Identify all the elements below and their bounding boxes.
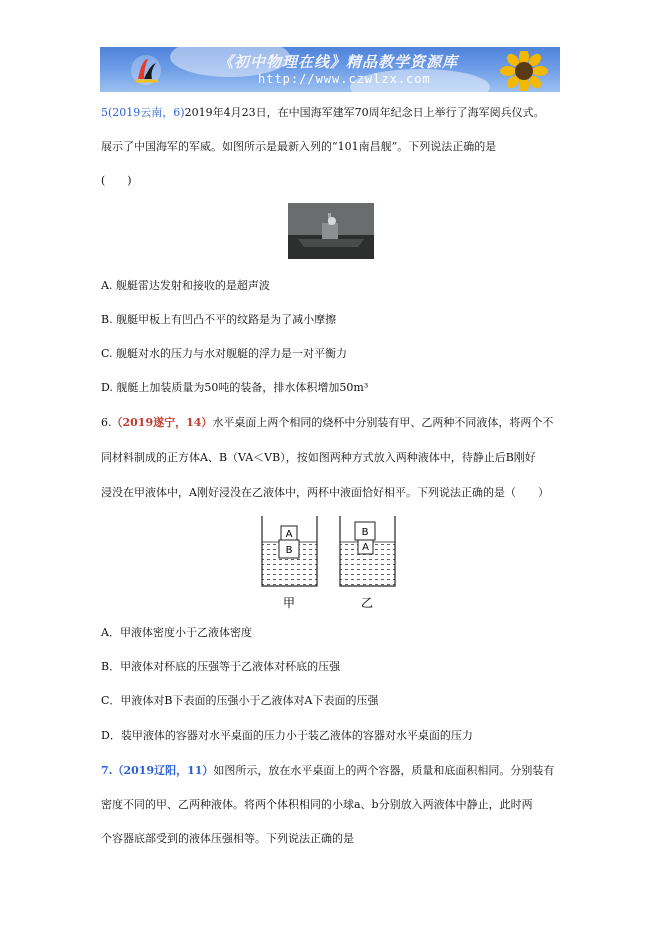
q5-option-b: B. 舰艇甲板上有凹凸不平的纹路是为了减小摩擦 — [101, 313, 337, 326]
q7-line-2: 密度不同的甲、乙两种液体。将两个体积相同的小球a、b分别放入两液体中静止，此时两 — [101, 798, 533, 811]
label-jia: 甲 — [282, 596, 296, 610]
q6-option-d: D．装甲液体的容器对水平桌面的压力小于装乙液体的容器对水平桌面的压力 — [101, 729, 473, 742]
q6-line-2: 同材料制成的正方体A、B（VA＜VB），按如图两种方式放入两种液体中，待静止后B刚好 — [101, 451, 536, 464]
q5-option-a: A. 舰艇雷达发射和接收的是超声波 — [101, 279, 270, 292]
q5-option-c: C. 舰艇对水的压力与水对舰艇的浮力是一对平衡力 — [101, 347, 348, 360]
sunflower-icon — [494, 51, 554, 91]
banner-url[interactable]: http://www.czwlzx.com — [258, 72, 431, 86]
q6-option-b: B．甲液体对杯底的压强等于乙液体对杯底的压强 — [101, 660, 341, 673]
q7-line-3: 个容器底部受到的液体压强相等。下列说法正确的是 — [101, 832, 354, 845]
q6-line-3: 浸没在甲液体中，A刚好浸没在乙液体中，两杯中液面恰好相平。下列说法正确的是（ ） — [101, 486, 549, 499]
left-block-top-label: A — [285, 529, 293, 540]
q7-text-1: 如图所示，放在水平桌面上的两个容器，质量和底面积相同。分别装有 — [213, 764, 555, 777]
site-logo-icon — [128, 53, 164, 87]
q5-line-1 — [101, 106, 545, 120]
right-block-top-label: B — [361, 527, 369, 538]
banner-title: 《初中物理在线》精品教学资源库 — [218, 53, 459, 71]
beaker-right — [340, 516, 395, 586]
q5-option-d: D. 舰艇上加装质量为50吨的装备，排水体积增加50m³ — [101, 381, 369, 394]
q5-source: 5(2019云南，6) — [101, 106, 185, 119]
right-block-bottom-label: A — [362, 542, 369, 553]
beaker-figure — [255, 512, 405, 612]
q7-source: （2019辽阳，11） — [112, 764, 214, 777]
q7-line-1 — [101, 764, 554, 778]
beaker-left — [262, 516, 317, 586]
q6-text-1: 水平桌面上两个相同的烧杯中分别装有甲、乙两种不同液体，将两个不 — [212, 416, 554, 429]
q6-option-a: A．甲液体密度小于乙液体密度 — [101, 626, 252, 639]
q5-text-1: 2019年4月23日，在中国海军建军70周年纪念日上举行了海军阅兵仪式。 — [184, 106, 545, 119]
q7-number: 7. — [101, 764, 113, 777]
header-banner — [100, 47, 560, 92]
q6-line-1 — [101, 416, 553, 430]
q5-line-2: 展示了中国海军的军威。如图所示是最新入列的“101南昌舰”。下列说法正确的是 — [101, 140, 497, 153]
left-block-bottom-label: B — [285, 545, 293, 556]
q5-line-3: ( ) — [101, 174, 132, 187]
q6-source: （2019遂宁，14） — [111, 416, 213, 429]
q6-number: 6. — [101, 416, 112, 429]
label-yi: 乙 — [360, 596, 374, 610]
warship-photo — [288, 203, 374, 259]
q6-option-c: C．甲液体对B下表面的压强小于乙液体对A下表面的压强 — [101, 694, 379, 707]
